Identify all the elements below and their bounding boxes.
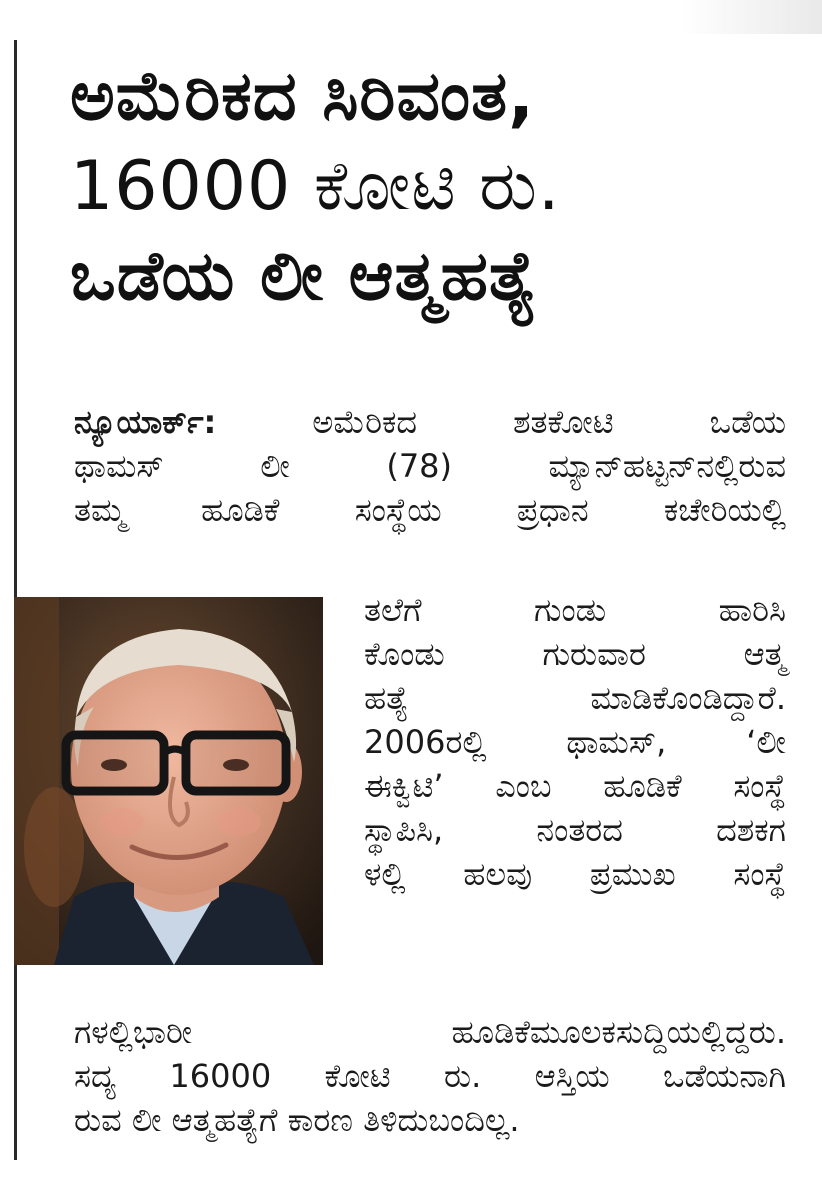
article-line: ಈಕ್ವಿಟಿ’ ಎಂಬ ಹೂಡಿಕೆ ಸಂಸ್ಥೆ	[364, 767, 786, 805]
article-line: ಕೊಂಡು ಗುರುವಾರ ಆತ್ಮ	[364, 635, 786, 673]
article-line: ಳಲ್ಲಿ ಹಲವು ಪ್ರಮುಖ ಸಂಸ್ಥೆ	[364, 855, 786, 893]
article-line: ತಲೆಗೆ ಗುಂಡು ಹಾರಿಸಿ	[364, 591, 786, 629]
headline-line-3: ಒಡೆಯ ಲೀ ಆತ್ಮಹತ್ಯೆ	[70, 237, 539, 316]
article-line: ರುವ ಲೀ ಆತ್ಮಹತ್ಯೆಗೆ ಕಾರಣ ತಿಳಿದುಬಂದಿಲ್ಲ.	[74, 1101, 520, 1139]
article-line: ಸದ್ಯ 16000 ಕೋಟಿ ರು. ಆಸ್ತಿಯ ಒಡೆಯನಾಗಿ	[74, 1057, 786, 1095]
article-body-bottom	[74, 1010, 786, 1142]
article-line: ಗಳಲ್ಲಿಭಾರೀ ಹೂಡಿಕೆಮೂಲಕಸುದ್ದಿಯಲ್ಲಿದ್ದರು.	[74, 1013, 786, 1051]
article-line: ಥಾಮಸ್ ಲೀ (78) ಮ್ಯಾನ್‌ಹಟ್ಟನ್‌ನಲ್ಲಿರುವ	[74, 447, 786, 485]
article-line: 2006ರಲ್ಲಿ ಥಾಮಸ್, ‘ಲೀ	[364, 723, 786, 761]
article-line-text: ಅಮೆರಿಕದ ಶತಕೋಟಿ ಒಡೆಯ	[312, 403, 786, 441]
article-line: ಹತ್ಯೆ ಮಾಡಿಕೊಂಡಿದ್ದಾರೆ.	[364, 679, 786, 717]
article-line	[74, 400, 786, 444]
article-line: ತಮ್ಮ ಹೂಡಿಕೆ ಸಂಸ್ಥೆಯ ಪ್ರಧಾನ ಕಚೇರಿಯಲ್ಲಿ	[74, 491, 786, 529]
scan-edge-shadow	[682, 0, 822, 34]
article-body-wrap	[364, 588, 786, 896]
headline-line-2: 16000 ಕೋಟಿ ರು.	[70, 147, 561, 226]
article-body-top	[74, 400, 786, 532]
portrait-photo	[14, 597, 323, 965]
dateline: ನ್ಯೂಯಾರ್ಕ್:	[74, 403, 217, 441]
headline	[70, 52, 810, 322]
article-line: ಸ್ಥಾಪಿಸಿ, ನಂತರದ ದಶಕಗ	[364, 811, 786, 849]
portrait-illustration	[14, 597, 323, 965]
headline-line-1: ಅಮೆರಿಕದ ಸಿರಿವಂತ,	[70, 57, 535, 136]
